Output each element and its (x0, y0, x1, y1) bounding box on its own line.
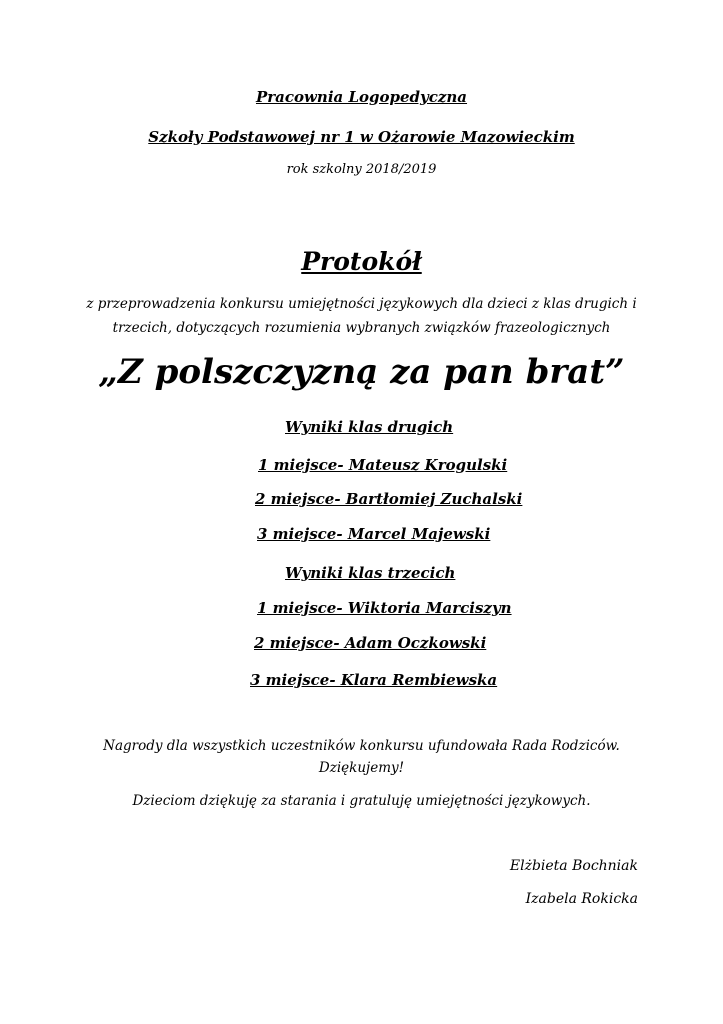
school-year: rok szkolny 2018/2019 (286, 162, 437, 177)
result-third-place-3: 3 miejsce- Klara Rembiewska (250, 671, 498, 689)
result-third-place-1: 1 miejsce- Wiktoria Marciszyn (257, 599, 512, 617)
signature-2: Izabela Rokicka (525, 891, 638, 907)
result-second-place-3: 3 miejsce- Marcel Majewski (257, 525, 491, 543)
signature-1: Elżbieta Bochniak (509, 858, 638, 874)
results-second-grade-heading: Wyniki klas drugich (285, 418, 454, 436)
header-institution: Pracownia Logopedyczna (255, 88, 468, 106)
header-school: Szkoły Podstawowej nr 1 w Ożarowie Mazowieckim (148, 128, 575, 146)
thanks-note: Dziękujemy! (318, 760, 405, 776)
results-third-grade-heading: Wyniki klas trzecich (285, 564, 456, 582)
protocol-description-line2: trzecich, dotyczących rozumienia wybranych związków frazeologicznych (112, 320, 611, 336)
prizes-note: Nagrody dla wszystkich uczestników konkursu ufundowała Rada Rodziców. (103, 738, 620, 754)
gratitude-note: Dzieciom dziękuję za starania i gratuluję umiejętności językowych. (132, 793, 591, 809)
result-second-place-2: 2 miejsce- Bartłomiej Zuchalski (255, 490, 523, 508)
result-second-place-1: 1 miejsce- Mateusz Krogulski (258, 456, 508, 474)
protocol-description-line1: z przeprowadzenia konkursu umiejętności językowych dla dzieci z klas drugich i (86, 296, 637, 312)
protocol-title: Protokół (301, 247, 422, 276)
result-third-place-2: 2 miejsce- Adam Oczkowski (254, 634, 487, 652)
contest-title: „Z polszczyzną za pan brat” (98, 352, 625, 392)
